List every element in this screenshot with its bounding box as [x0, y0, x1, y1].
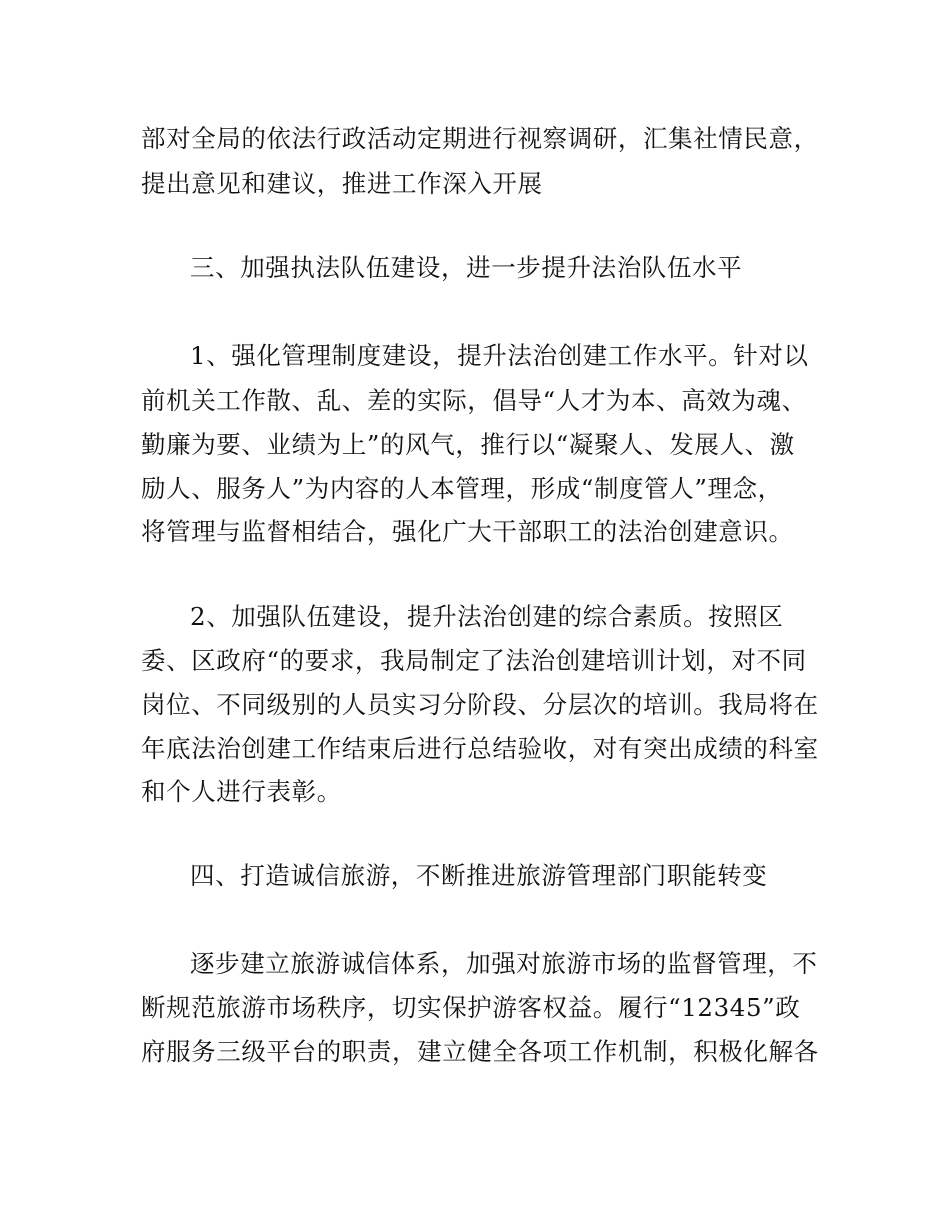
paragraph-line: 府服务三级平台的职责，建立健全各项工作机制，积极化解各 — [141, 1037, 819, 1066]
section-heading: 四、打造诚信旅游，不断推进旅游管理部门职能转变 — [190, 861, 768, 890]
paragraph-line: 和个人进行表彰。 — [141, 777, 342, 806]
paragraph-line: 岗位、不同级别的人员实习分阶段、分层次的培训。我局将在 — [141, 690, 819, 719]
paragraph-line: 断规范旅游市场秩序，切实保护游客权益。履行“12345”政 — [141, 993, 801, 1022]
paragraph-line: 提出意见和建议，推进工作深入开展 — [141, 169, 543, 198]
paragraph-line: 2、加强队伍建设，提升法治创建的综合素质。按照区 — [190, 602, 784, 631]
paragraph-line: 委、区政府“的要求，我局制定了法治创建培训计划，对不同 — [141, 646, 807, 675]
paragraph-line: 前机关工作散、乱、差的实际，倡导“人才为本、高效为魂、 — [141, 386, 807, 415]
paragraph-line: 将管理与监督相结合，强化广大干部职工的法治创建意识。 — [141, 517, 794, 546]
paragraph-line: 1、强化管理制度建设，提升法治创建工作水平。针对以 — [190, 341, 809, 370]
section-heading: 三、加强执法队伍建设，进一步提升法治队伍水平 — [190, 253, 743, 282]
paragraph-line: 励人、服务人”为内容的人本管理，形成“制度管人”理念， — [141, 474, 783, 503]
paragraph-line: 年底法治创建工作结束后进行总结验收，对有突出成绩的科室 — [141, 734, 819, 763]
paragraph-line: 勤廉为要、业绩为上”的风气，推行以“凝聚人、发展人、激 — [141, 430, 795, 459]
paragraph-line: 部对全局的依法行政活动定期进行视察调研，汇集社情民意， — [141, 124, 819, 153]
paragraph-line: 逐步建立旅游诚信体系，加强对旅游市场的监督管理，不 — [190, 949, 818, 978]
